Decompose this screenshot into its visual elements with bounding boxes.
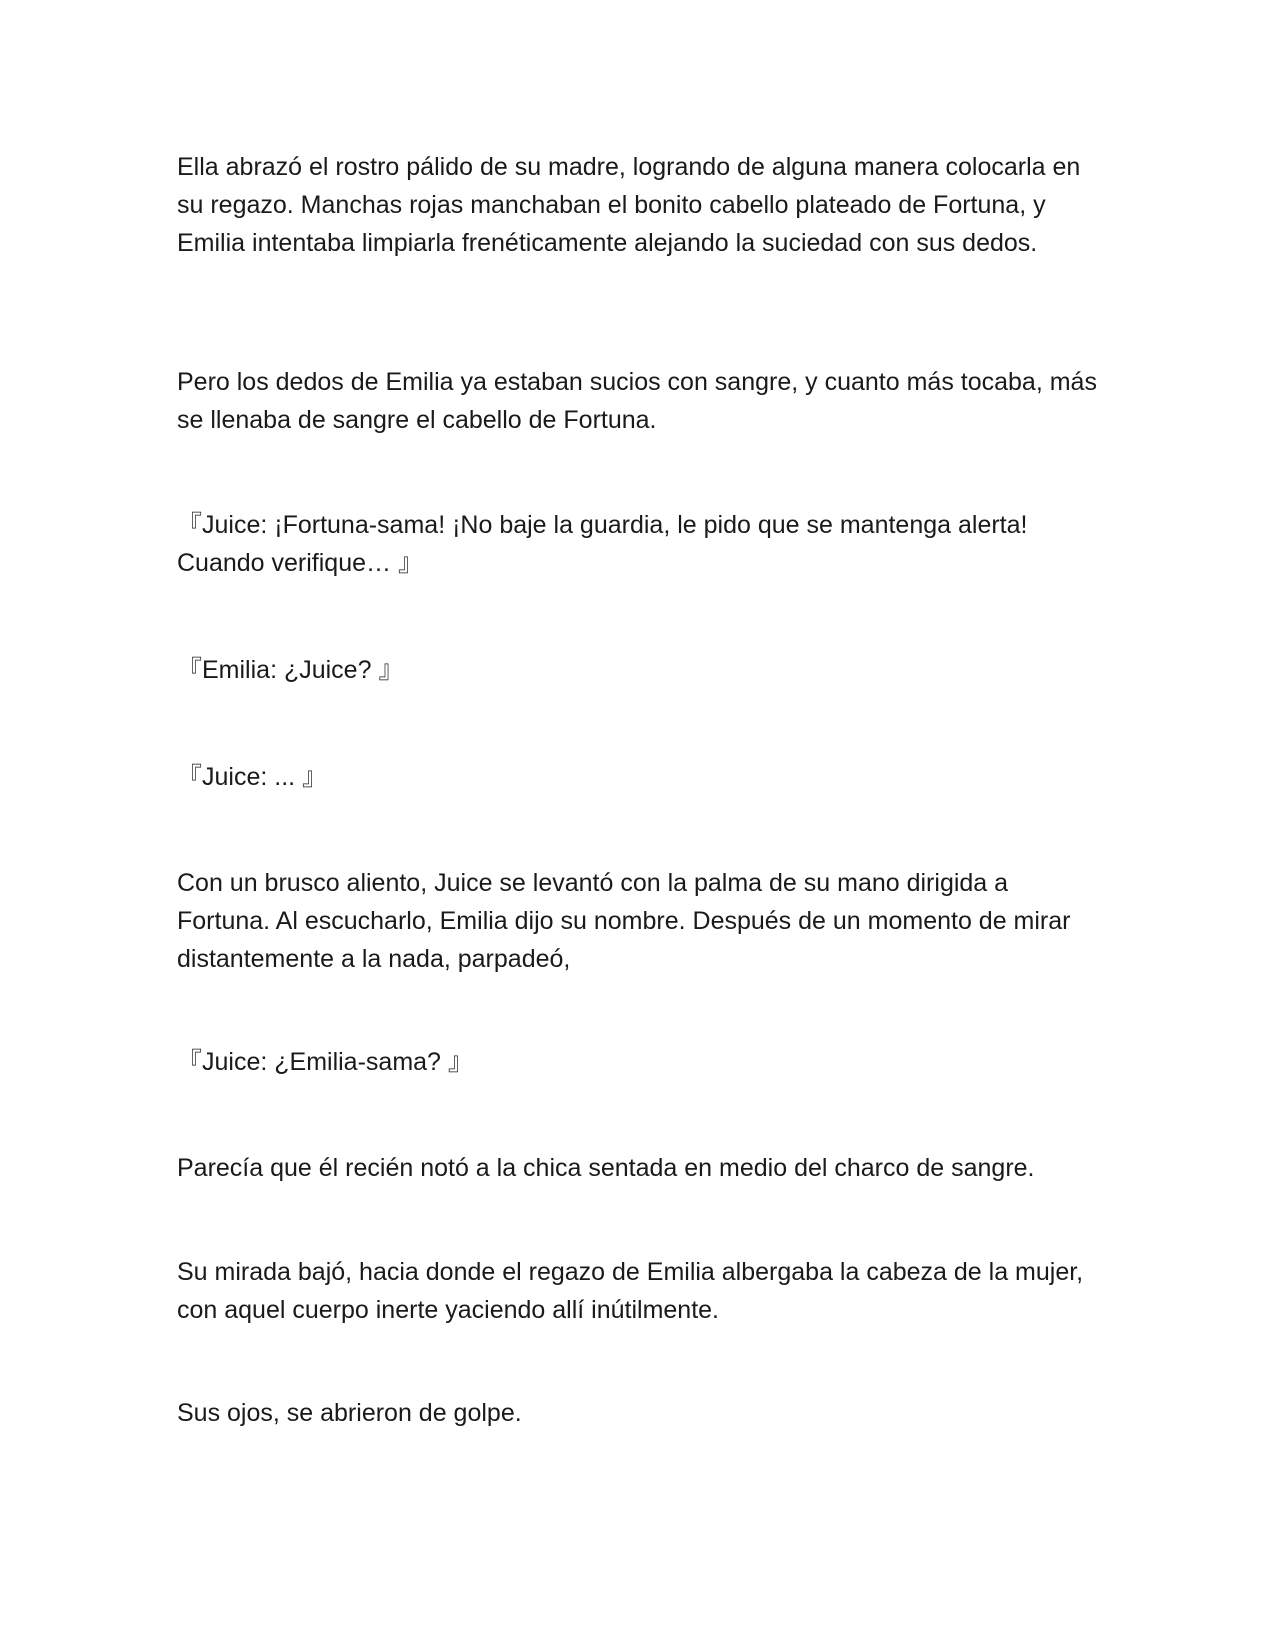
paragraph-4: Parecía que él recién notó a la chica sentada en medio del charco de sangre. [177,1154,1035,1182]
dialogue-juice-3: 『Juice: ¿Emilia-sama? 』 [177,1048,473,1076]
paragraph-5: Su mirada bajó, hacia donde el regazo de Emilia albergaba la cabeza de la mujer, con aquel cuerpo inerte yaciendo allí inútilmente. [177,1258,1091,1324]
paragraph-1: Ella abrazó el rostro pálido de su madre, logrando de alguna manera colocarla en su regazo. Manchas rojas manchaban el bonito cabello plateado de Fortuna, y Emilia intentaba limpiarla frenéticamente alejando la suciedad con sus dedos. [177,153,1088,257]
paragraph-6: Sus ojos, se abrieron de golpe. [177,1399,522,1427]
dialogue-juice-1: 『Juice: ¡Fortuna-sama! ¡No baje la guardia, le pido que se mantenga alerta! Cuando verifique… 』 [177,511,1035,577]
dialogue-emilia-1: 『Emilia: ¿Juice? 』 [177,656,404,684]
paragraph-3: Con un brusco aliento, Juice se levantó con la palma de su mano dirigida a Fortuna. Al escucharlo, Emilia dijo su nombre. Después de un momento de mirar distantemente a la nada, parpadeó, [177,869,1078,973]
dialogue-juice-2: 『Juice: ... 』 [177,763,328,791]
paragraph-2: Pero los dedos de Emilia ya estaban sucios con sangre, y cuanto más tocaba, más se llenaba de sangre el cabello de Fortuna. [177,368,1104,434]
